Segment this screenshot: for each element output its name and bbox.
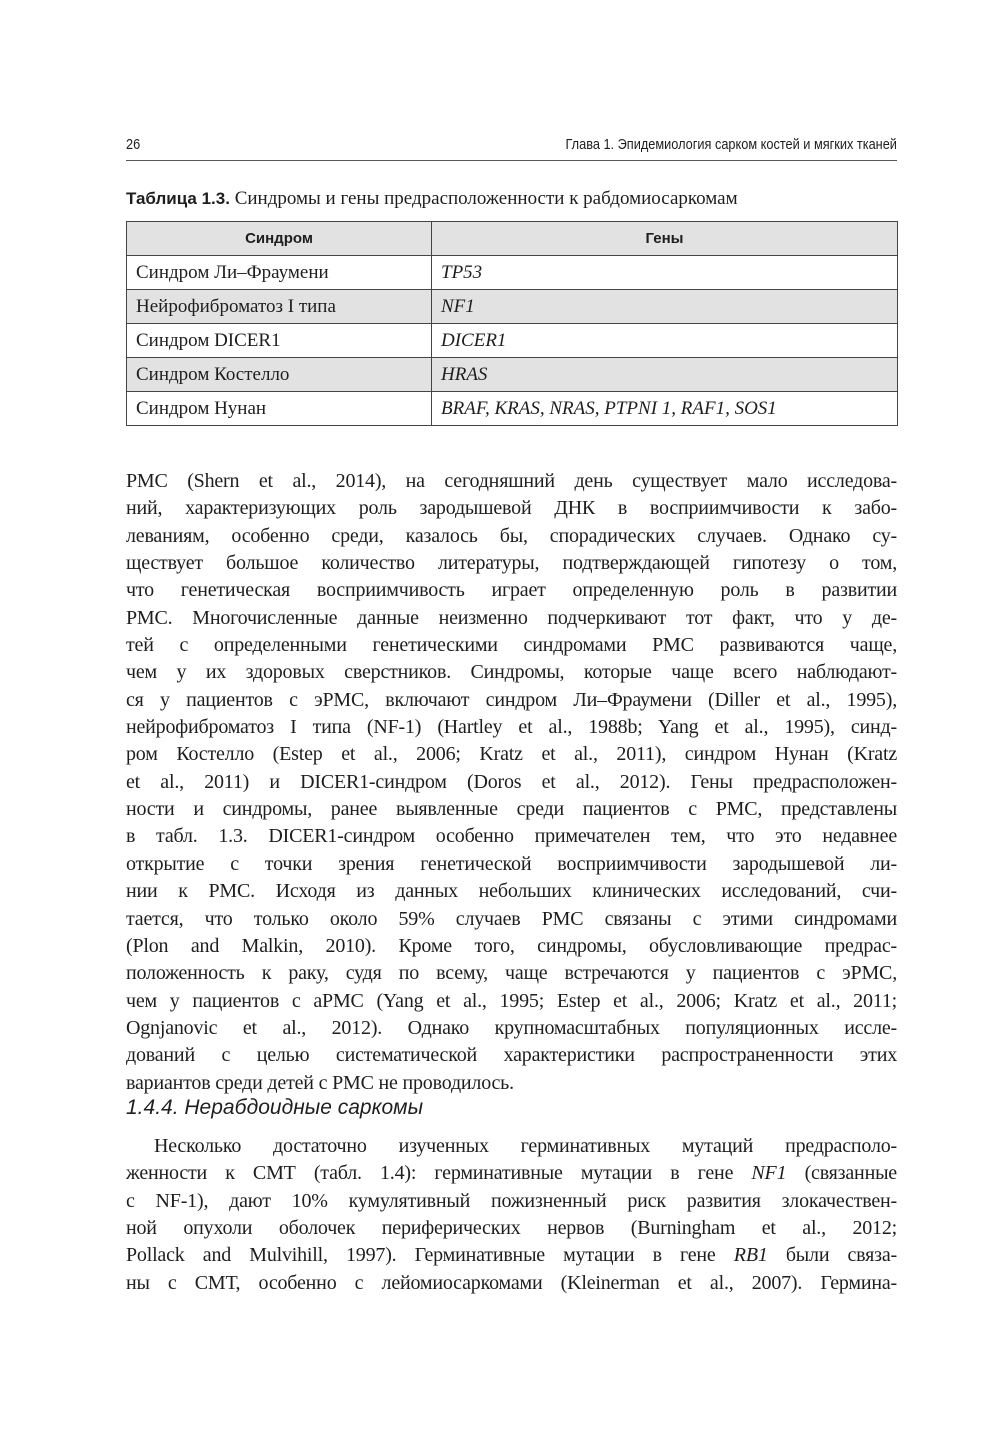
text-line [126,1160,897,1187]
table-row [127,392,898,426]
text-segment: нейрофиброматоз I типа (NF-1) (Hartley et al., 1988b; Yang et al., 1995), синд- [126,716,897,739]
table-row [127,290,898,324]
syndromes-table [126,221,898,426]
text-line [126,769,897,796]
text-segment: ний, характеризующих роль зародышевой ДНК в восприимчивости к забо- [126,497,897,520]
text-line [126,796,897,823]
text-segment: вариантов среди детей с РМС не проводилось. [126,1071,514,1094]
syndrome-cell: Синдром DICER1 [127,324,432,358]
text-segment: ществует большое количество литературы, подтверждающей гипотезу о том, [126,552,897,575]
text-line [126,550,897,577]
text-line [126,495,897,522]
text-segment: (связанные [786,1162,897,1185]
text-segment: что генетическая восприимчивость играет определенную роль в развитии [126,579,897,602]
text-segment: ности и синдромы, ранее выявленные среди пациентов с РМС, представлены [126,798,897,821]
table-row [127,358,898,392]
page-number: 26 [126,136,141,153]
text-segment: леваниям, особенно среди, казалось бы, спорадических случаев. Однако су- [126,524,897,547]
table-row [127,256,898,290]
text-line [126,523,897,550]
text-segment: ной опухоли оболочек периферических нервов (Burningham et al., 2012; [126,1217,897,1240]
text-line [126,1270,897,1297]
text-line [126,741,897,768]
text-line [126,1188,897,1215]
text-segment: Pollack and Mulvihill, 1997). Герминативные мутации в гене [126,1244,734,1267]
text-segment: ся у пациентов с эРМС, включают синдром Ли–Фраумени (Diller et al., 1995), [126,688,897,711]
text-segment: et al., 2011) и DICER1-синдром (Doros et al., 2012). Гены предрасположен- [126,770,897,793]
body-paragraph-2 [126,1133,897,1297]
section-heading: 1.4.4. Нерабдоидные саркомы [126,1096,424,1119]
table-caption [126,188,738,210]
genes-cell: DICER1 [432,324,898,358]
text-line [126,1215,897,1242]
text-line [126,823,897,850]
text-segment: с NF-1), дают 10% кумулятивный пожизненный риск развития злокачествен- [126,1189,897,1212]
text-segment: (Plon and Malkin, 2010). Кроме того, синдромы, обусловливающие предрас- [126,934,897,957]
column-header-genes: Гены [432,222,898,256]
running-title: Глава 1. Эпидемиология сарком костей и мягких тканей [565,136,897,153]
text-line [126,1242,897,1269]
syndrome-cell: Синдром Костелло [127,358,432,392]
text-segment: ром Костелло (Estep et al., 2006; Kratz et al., 2011), синдром Нунан (Kratz [126,743,897,766]
text-segment: РМС (Shern et al., 2014), на сегодняшний день существует мало исследова- [126,470,897,492]
text-line [126,577,897,604]
text-line [126,906,897,933]
gene-name: RB1 [733,1244,768,1267]
text-segment: тей с определенными генетическими синдромами РМС развиваются чаще, [126,634,897,657]
text-segment: в табл. 1.3. DICER1-синдром особенно примечателен тем, что это недавнее [126,825,897,848]
body-paragraph-1 [126,468,897,1097]
gene-name: NF1 [751,1162,787,1185]
table-header-row [127,222,898,256]
text-line [126,1015,897,1042]
text-segment: ны с СМТ, особенно с лейомиосаркомами (Kleinerman et al., 2007). Гермина- [126,1271,897,1294]
text-line [126,933,897,960]
text-segment: тается, что только около 59% случаев РМС связаны с этими синдромами [126,907,897,930]
text-line [126,468,897,495]
text-segment: Несколько достаточно изученных герминативных мутаций предрасполо- [154,1135,897,1157]
text-line [126,714,897,741]
column-header-syndrome: Синдром [127,222,432,256]
text-segment: положенность к раку, судя по всему, чаще встречаются у пациентов с эРМС, [126,962,897,985]
text-segment: Ognjanovic et al., 2012). Однако крупномасштабных популяционных иссле- [126,1016,897,1039]
text-line [126,1133,897,1160]
syndrome-cell: Синдром Ли–Фраумени [127,256,432,290]
syndrome-cell: Синдром Нунан [127,392,432,426]
text-segment: чем у пациентов с аРМС (Yang et al., 1995; Estep et al., 2006; Kratz et al., 2011; [126,989,897,1012]
text-segment: РМС. Многочисленные данные неизменно подчеркивают тот факт, что у де- [126,606,897,629]
table-row [127,324,898,358]
text-line [126,687,897,714]
text-line [126,988,897,1015]
syndrome-cell: Нейрофиброматоз I типа [127,290,432,324]
text-line [126,851,897,878]
genes-cell: HRAS [432,358,898,392]
text-segment: чем у их здоровых сверстников. Синдромы, которые чаще всего наблюдают- [126,661,897,684]
text-segment: нии к РМС. Исходя из данных небольших клинических исследований, счи- [126,880,897,903]
text-line [126,1042,897,1069]
genes-cell: TP53 [432,256,898,290]
table-caption-text: Синдромы и гены предрасположенности к рабдомиосаркомам [229,188,738,209]
text-segment: женности к СМТ (табл. 1.4): герминативные мутации в гене [126,1162,752,1185]
text-line [126,878,897,905]
genes-cell: NF1 [432,290,898,324]
text-segment: дований с целью систематической характеристики распространенности этих [126,1044,897,1067]
text-line [126,960,897,987]
text-line [126,1070,897,1097]
text-line [126,659,897,686]
text-line [126,605,897,632]
text-line [126,632,897,659]
table-caption-label: Таблица 1.3. [126,189,230,208]
text-segment: открытие с точки зрения генетической восприимчивости зародышевой ли- [126,852,897,875]
running-header [126,132,897,161]
genes-cell: BRAF, KRAS, NRAS, PTPNI 1, RAF1, SOS1 [432,392,898,426]
text-segment: были связа- [767,1244,898,1267]
